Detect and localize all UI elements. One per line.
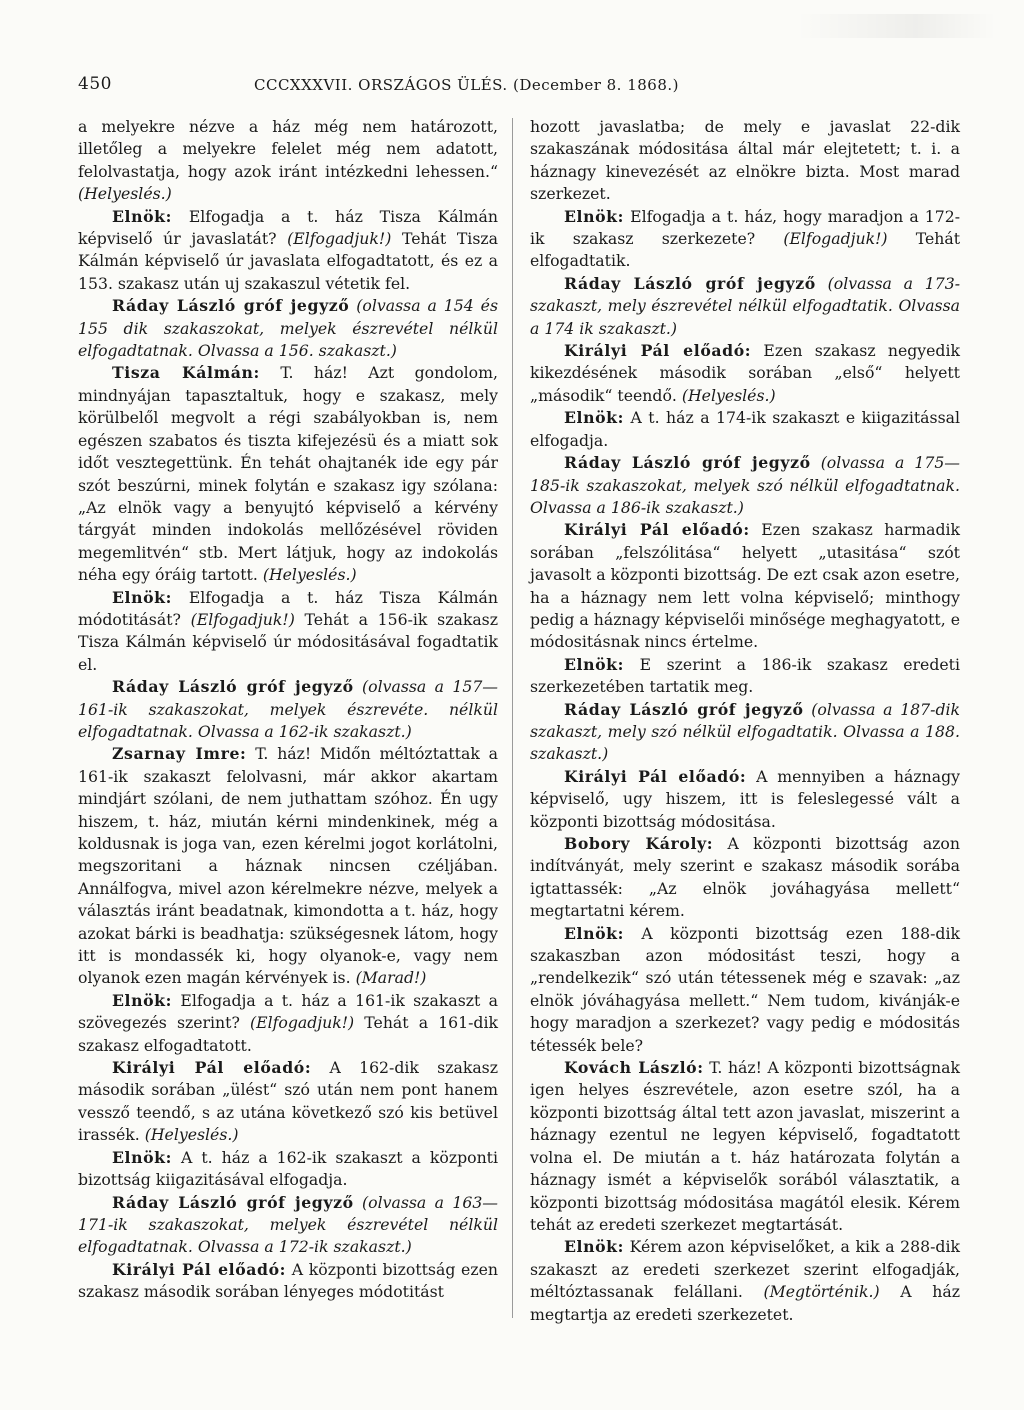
paragraph: [78, 295, 498, 362]
paragraph-text: a melyekre nézve a ház még nem határozott, illetőleg a melyekre felelet még nem adatott, felolvastatja, hogy azok iránt intézkedni lehessen.“: [78, 117, 498, 181]
paragraph-text: Elfogadja a t. ház Tisza Kálmán képviselő úr javaslatát?: [78, 206, 498, 249]
italic-note: (Elfogadjuk!): [250, 1013, 355, 1033]
paragraph: [530, 766, 960, 833]
paragraph: [530, 273, 960, 340]
right-column: [530, 116, 960, 1326]
paragraph: [78, 1192, 498, 1259]
paragraph-text: A mennyiben a háznagy képviselő, ugy hiszem, itt is feleslegessé vált a központi bizottság módositása.: [530, 766, 961, 831]
paragraph: [78, 990, 498, 1057]
paragraph: [530, 1236, 960, 1326]
speaker-name: Elnök:: [112, 587, 173, 607]
paragraph: [530, 699, 960, 766]
paragraph: [78, 676, 498, 743]
paragraph: [530, 833, 960, 923]
speaker-name: Királyi Pál előadó:: [112, 1259, 287, 1279]
paragraph-text: Tehát elfogadtatik.: [530, 229, 960, 271]
paragraph: [78, 206, 498, 296]
speaker-name: Kovách László:: [564, 1058, 704, 1078]
italic-note: (Helyeslés.): [681, 385, 776, 405]
paragraph-text: Elfogadja a t. ház Tisza Kálmán módotitását?: [78, 587, 498, 629]
paragraph: [78, 116, 498, 206]
speaker-name: Királyi Pál előadó:: [564, 766, 747, 786]
speaker-name: Királyi Pál előadó:: [564, 520, 750, 540]
paragraph-text: Elfogadja a t. ház, hogy maradjon a 172-ik szakasz szerkezete?: [530, 206, 960, 249]
italic-note: (olvassa a 187-dik szakaszt, mely szó nélkül elfogadtatik. Olvassa a 188. szakaszt.): [530, 699, 961, 764]
paragraph-text: Tehát Tisza Kálmán képviselő úr javaslata elfogadtatott, és ez a 153. szakasz után uj szakaszul vétetik fel.: [78, 229, 498, 293]
italic-note: (Elfogadjuk!): [783, 229, 888, 249]
speaker-name: Elnök:: [112, 206, 173, 226]
paragraph-text: A ház megtartja az eredeti szerkezetet.: [530, 1282, 960, 1324]
speaker-name: Tisza Kálmán:: [112, 363, 260, 383]
speaker-name: Királyi Pál előadó:: [112, 1058, 312, 1078]
paragraph-text: Kérem azon képviselőket, a kik a 288-dik szakaszt az eredeti szerkezet szerint elfogadják, méltóztassanak felállani.: [530, 1237, 960, 1302]
italic-note: (olvassa a 175—185-ik szakaszokat, melyek szó nélkül elfogadtatnak. Olvassa a 186-ik szakaszt.): [530, 453, 960, 517]
italic-note: (Elfogadjuk!): [190, 609, 295, 629]
paragraph: [530, 340, 960, 407]
speaker-name: Elnök:: [564, 206, 625, 226]
paragraph-text: Tehát a 156-ik szakasz Tisza Kálmán képviselő úr módositásával fogadtatik el.: [78, 609, 499, 674]
paragraph: [78, 1147, 498, 1192]
paragraph: [530, 654, 960, 699]
speaker-name: Zsarnay Imre:: [112, 744, 247, 764]
paragraph-text: E szerint a 186-ik szakasz eredeti szerkezetében tartatik meg.: [530, 654, 960, 697]
speaker-name: Ráday László gróf jegyző: [564, 699, 804, 719]
paragraph-text: A t. ház a 162-ik szakaszt a központi bizottság kiigazitásával elfogadja.: [78, 1147, 498, 1190]
speaker-name: Elnök:: [112, 990, 173, 1010]
paragraph: [530, 452, 960, 519]
paragraph-text: T. ház! Midőn méltóztattak a 161-ik szakaszt felolvasni, már akkor akartam mindjárt szólani, de nem juthattam szóhoz. Én ugy hiszem, t. ház, miután kérni mindenkinek, még a koldusnak is joga van, ezen kérelmi jogot korlátolni, megszoritani a háznak nincsen czéljában. Annálfogva, mivel azon kérelmekre nézve, melyek a választás iránt beadatnak, kimondotta a t. ház, hogy azokat bárki is beadhatja: szükségesnek látom, hogy itt is mondassék ki, hogy olyanok-e, vagy nem olyanok ezen magán kérvények is.: [78, 744, 498, 988]
paragraph: [78, 362, 498, 586]
scan-smudge: [796, 14, 996, 38]
paragraph-text: Tehát a 161-dik szakasz elfogadtatott.: [78, 1013, 498, 1055]
speaker-name: Elnök:: [564, 1237, 625, 1257]
paragraph-text: A központi bizottság ezen szakasz második sorában lényeges módotitást: [78, 1259, 498, 1302]
paragraph-text: A t. ház a 174-ik szakaszt e kiigazitással elfogadja.: [530, 408, 960, 450]
italic-note: (olvassa a 154 és 155 dik szakaszokat, melyek észrevétel nélkül elfogadtatnak. Olvassa a 156. szakaszt.): [78, 296, 499, 361]
speaker-name: Bobory Károly:: [564, 834, 714, 853]
paragraph-text: A 162-dik szakasz második sorában „ülést“ szó után nem pont hanem vessző teendő, s az utána következő szó kis betüvel irassék.: [78, 1058, 498, 1145]
paragraph-text: Elfogadja a t. ház a 161-ik szakaszt a szövegezés szerint?: [78, 990, 498, 1033]
paragraph: [78, 1259, 498, 1304]
paragraph-text: Ezen szakasz harmadik sorában „felszólitása“ helyett „utasitása“ szót javasolt a központi bizottság. De ezt csak azon esetre, ha a háznagy nem lett volna képviselő; minthogy pedig a háznagy képviselői minősége meghagyatott, e módositásnak nincs értelme.: [530, 520, 961, 652]
paragraph: [530, 407, 960, 452]
italic-note: (olvassa a 163—171-ik szakaszokat, melyek észrevétel nélkül elfogadtatnak. Olvassa a 172-ik szakaszt.): [78, 1192, 498, 1257]
italic-note: (Marad!): [355, 968, 427, 988]
speaker-name: Ráday László gróf jegyző: [564, 273, 816, 293]
speaker-name: Elnök:: [112, 1147, 173, 1167]
paragraph-text: T. ház! A központi bizottságnak igen helyes észrevétele, azon esetre szól, ha a központi bizottság által tett azon javaslat, miszerint a háznagy ezentul ne legyen képviselő, fogadtatott volna el. De miután a t. ház határozata folytán a háznagy ismét a képviselők sorából választatik, a központi bizottság módositása magától elesik. Kérem tehát az eredeti szerkezet megtartását.: [530, 1058, 960, 1234]
paragraph: [530, 1057, 960, 1236]
page-header: [78, 74, 958, 100]
italic-note: (Helyeslés.): [262, 565, 357, 585]
paragraph-text: A központi bizottság azon indítványát, mely szerint e szakasz második sorába igtattassék: „Az elnök jováhagyása mellett“ megtartatni kérem.: [530, 834, 960, 921]
italic-note: (Helyeslés.): [144, 1125, 239, 1145]
page-number: 450: [78, 74, 112, 94]
speaker-name: Ráday László gróf jegyző: [112, 296, 350, 316]
speaker-name: Ráday László gróf jegyző: [564, 453, 811, 473]
italic-note: (Megtörténik.): [763, 1282, 880, 1302]
paragraph: [78, 587, 498, 677]
speaker-name: Ráday László gróf jegyző: [112, 677, 354, 697]
paragraph: [78, 743, 498, 989]
italic-note: (Helyeslés.): [78, 184, 172, 204]
paragraph: [530, 519, 960, 653]
speaker-name: Királyi Pál előadó:: [564, 341, 752, 361]
speaker-name: Elnök:: [564, 654, 625, 674]
paragraph-text: Ezen szakasz negyedik kikezdésének második sorában „első“ helyett „második“ teendő.: [530, 341, 960, 405]
paragraph-text: A központi bizottság ezen 188-dik szakaszban azon módositást teszi, hogy a „rendelkezik“ szó után tétessenek még e szavak: „az elnök jóváhagyása mellett.“ Nem tudom, kivánják-e hogy maradjon a szerkezet? vagy pedig e módositás tétessék bele?: [530, 923, 960, 1055]
speaker-name: Ráday László gróf jegyző: [112, 1192, 354, 1212]
column-divider: [512, 118, 513, 1318]
left-column: [78, 116, 498, 1304]
paragraph: [78, 1057, 498, 1147]
paragraph: [530, 206, 960, 273]
speaker-name: Elnök:: [564, 923, 625, 943]
paragraph: [530, 923, 960, 1057]
italic-note: (olvassa a 157—161-ik szakaszokat, melyek észrevéte. nélkül elfogadtatnak. Olvassa a 162-ik szakaszt.): [78, 677, 498, 741]
paragraph: [530, 116, 960, 206]
italic-note: (Elfogadjuk!): [287, 229, 392, 249]
speaker-name: Elnök:: [564, 408, 625, 428]
paragraph-text: hozott javaslatba; de mely e javaslat 22-dik szakaszának módositása által már elejtetett; t. i. a háznagy kinevezését az elnökre bizta. Most marad szerkezet.: [530, 117, 960, 204]
italic-note: (olvassa a 173-szakaszt, mely észrevétel nélkül elfogadtatik. Olvassa a 174 ik szakaszt.): [530, 273, 961, 338]
paragraph-text: T. ház! Azt gondolom, mindnyájan tapasztaltuk, hogy e szakasz, mely körülbelől megvolt a régi szabályokban is, nem egészen szabatos és tiszta kifejezésü és a miatt sok időt vesztegettünk. Én tehát ohajtanék ide egy pár szót beszúrni, minek folytán e szakasz igy szólana: „Az elnök vagy a benyujtó képviselő a kérvény tárgyát minden indokolás mellőzésével röviden megemlitvén“ stb. Mert látjuk, hogy az indokolás néha egy óráig tartott.: [78, 363, 498, 585]
running-head: CCCXXXVII. ORSZÁGOS ÜLÉS. (December 8. 1868.): [254, 76, 680, 94]
